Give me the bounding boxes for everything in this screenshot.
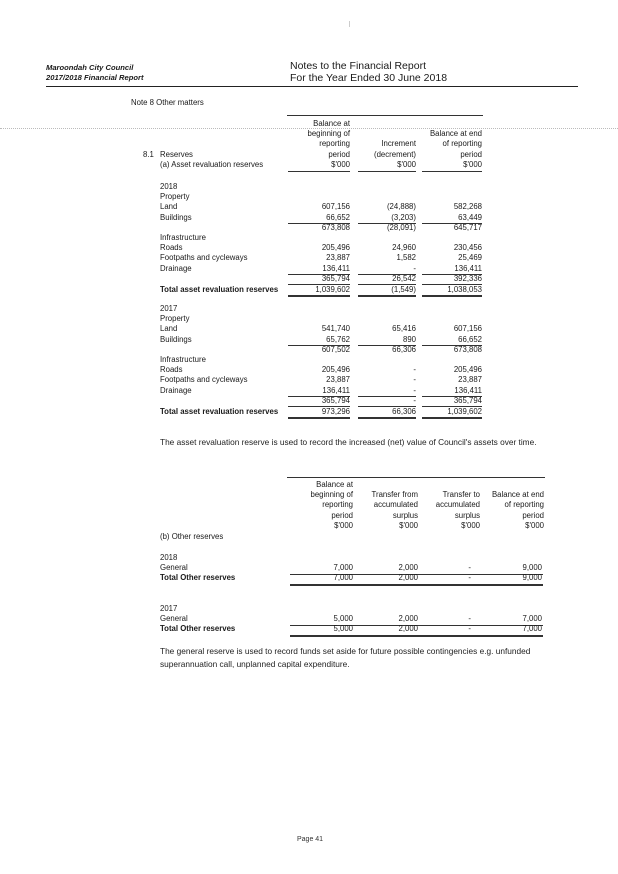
t2-col3-h3: $'000 [461, 520, 480, 530]
t1-2017-year: 2017 [160, 304, 178, 313]
table2-top-rule [287, 477, 545, 478]
t1-2018-total-rule-b [358, 295, 416, 297]
t2-2018-year: 2018 [160, 553, 178, 562]
t1-2017-roads-a: 205,496 [321, 365, 350, 375]
t1-2017-buildings-label: Buildings [160, 334, 192, 344]
t1-2017-buildings-b: 890 [402, 334, 416, 344]
t1-col1-h4: $'000 [331, 159, 350, 169]
t2-2018-general-label: General [160, 563, 188, 573]
t1-col2-header [355, 139, 416, 170]
header-subtitle: For the Year Ended 30 June 2018 [290, 72, 448, 84]
t1-2017-buildings-c: 66,652 [458, 334, 482, 344]
t2-col3-header [418, 490, 480, 531]
t1-2017-land-c: 607,156 [453, 324, 482, 334]
t1-2018-buildings-b: (3,203) [391, 212, 416, 222]
t2-2018-general-c: - [468, 563, 471, 573]
t1-col3-header [412, 129, 482, 170]
t1-2018-land-label: Land [160, 202, 178, 212]
t1-2017-drainage-b: - [413, 385, 416, 395]
t1-2018-drainage-b: - [413, 263, 416, 273]
t2-col4-h3: $'000 [525, 520, 544, 530]
header-report: 2017/2018 Financial Report [46, 73, 144, 82]
t1-2018-total-rule-a [288, 295, 350, 297]
t1-subsection: (a) Asset revaluation reserves [160, 159, 264, 169]
t2-col2-h3: $'000 [399, 520, 418, 530]
t2-2017-general-a: 5,000 [333, 614, 353, 624]
t2-2017-general-b: 2,000 [398, 614, 418, 624]
t1-2017-roads-c: 205,496 [453, 365, 482, 375]
t2-col1-h2: reporting [322, 500, 353, 510]
t2-col2-header [355, 490, 418, 531]
t1-2018-roads-label: Roads [160, 243, 183, 253]
header-left [46, 63, 144, 83]
t1-col1-h0: Balance at [313, 119, 350, 128]
t2-2017-general-c: - [468, 614, 471, 624]
t1-col2-h2: $'000 [397, 159, 416, 169]
t1-col3-h1: of reporting [442, 139, 482, 149]
t1-col1-h1: beginning of [307, 129, 350, 139]
t1-2017-roads-b: - [413, 365, 416, 375]
t1-col2-h1: (decrement) [373, 149, 416, 159]
t2-col1-h0: Balance at [316, 480, 353, 489]
t1-2018-total-label: Total asset revaluation reserves [160, 284, 279, 294]
t2-2017-total-a: 5,000 [333, 624, 353, 634]
t1-2018-drainage-label: Drainage [160, 263, 192, 273]
t2-2018-total-d: 9,000 [522, 573, 542, 583]
page-number: Page 41 [297, 836, 324, 843]
t1-2017-infra: Infrastructure [160, 355, 206, 364]
t2-col4-header [480, 490, 544, 531]
t1-2018-drainage-c: 136,411 [454, 263, 482, 273]
t2-2017-total-label: Total Other reserves [160, 624, 236, 634]
t1-2017-total-c: 1,039,602 [447, 406, 482, 416]
t2-col2-h2: surplus [392, 510, 418, 520]
note-title: Note 8 Other matters [131, 98, 204, 107]
t1-2018-footpaths-label: Footpaths and cycleways [160, 253, 248, 263]
t1-2018-infra-total-a: 365,794 [321, 273, 350, 283]
t2-col2-h1: accumulated [373, 500, 418, 510]
t2-col3-h2: surplus [454, 510, 480, 520]
t1-2018-year: 2018 [160, 182, 178, 191]
t1-2018-footpaths-b: 1,582 [396, 253, 416, 263]
paragraph-asset-revaluation: The asset revaluation reserve is used to record the increased (net) value of Council's assets over time. [160, 437, 537, 447]
t1-2017-footpaths-b: - [413, 375, 416, 385]
header-rule [46, 86, 578, 87]
t1-2017-land-b: 65,416 [392, 324, 416, 334]
t1-2017-infra-total-c: 365,794 [453, 395, 482, 405]
t1-col2-h0: Increment [381, 139, 416, 149]
t1-2018-land-c: 582,268 [453, 202, 482, 212]
table1-top-rule [287, 115, 483, 116]
header-title: Notes to the Financial Report [290, 60, 426, 72]
t1-col3-h2: period [460, 149, 482, 159]
t1-2017-total-a: 973,296 [321, 406, 350, 416]
t2-col4-h2: period [522, 510, 544, 520]
t1-2017-footpaths-a: 23,887 [326, 375, 350, 385]
t2-col3-h1: accumulated [435, 500, 480, 510]
t2-col3-h0: Transfer to [442, 490, 480, 500]
paragraph-general-reserve: The general reserve is used to record funds set aside for future possible contingencies e.g. unfunded superannuation call, unplanned capital expenditure. [160, 646, 531, 669]
t2-2017-general-label: General [160, 614, 188, 624]
t1-2018-roads-c: 230,456 [453, 243, 482, 253]
t1-2018-infra-total-b: 26,542 [392, 273, 416, 283]
t1-2018-total-rule-c [422, 295, 482, 297]
t2-2017-total-c: - [468, 624, 471, 634]
t1-2017-total-rule-a [288, 417, 350, 419]
t2-col1-h3: period [331, 510, 353, 520]
t1-2018-buildings-a: 66,652 [326, 212, 350, 222]
t1-2018-total-c: 1,038,053 [447, 284, 482, 294]
header-org: Maroondah City Council [46, 63, 134, 72]
t1-col1-h2: reporting [319, 139, 350, 149]
t1-section-num: 8.1 [143, 149, 154, 159]
t1-2018-total-a: 1,039,602 [315, 284, 350, 294]
t1-2018-footpaths-c: 25,469 [458, 253, 482, 263]
t2-2017-total-d: 7,000 [522, 624, 542, 634]
t1-2017-total-b: 66,306 [392, 406, 416, 416]
t1-2018-total-b: (1,549) [391, 284, 416, 294]
t2-2017-year: 2017 [160, 604, 178, 613]
t1-2017-footpaths-c: 23,887 [458, 375, 482, 385]
t1-2017-drainage-label: Drainage [160, 385, 192, 395]
t1-2017-prop-total-a: 607,502 [321, 344, 350, 354]
t1-2017-infra-total-b: - [413, 395, 416, 405]
t1-2018-roads-b: 24,960 [392, 243, 416, 253]
t1-section: Reserves [160, 149, 193, 159]
t2-col1-h4: $'000 [334, 520, 353, 530]
t2-2018-total-a: 7,000 [333, 573, 353, 583]
t1-2017-drainage-c: 136,411 [454, 385, 482, 395]
t2-2018-general-b: 2,000 [398, 563, 418, 573]
t1-2017-prop-total-c: 673,808 [453, 344, 482, 354]
t1-2018-buildings-label: Buildings [160, 212, 192, 222]
t2-2018-total-label: Total Other reserves [160, 573, 236, 583]
t1-2017-land-label: Land [160, 324, 178, 334]
t1-2018-land-a: 607,156 [321, 202, 350, 212]
t2-col4-h0: Balance at end [491, 490, 544, 500]
t1-2017-total-label: Total asset revaluation reserves [160, 406, 279, 416]
t1-col1-header-rule [288, 171, 350, 172]
t1-2017-land-a: 541,740 [321, 324, 350, 334]
t1-col1-header [288, 119, 350, 170]
t1-2018-prop-total-c: 645,717 [453, 222, 482, 232]
t1-col2-header-rule [358, 171, 416, 172]
t1-2018-infra-total-c: 392,336 [453, 273, 482, 283]
t1-col1-h3: period [328, 149, 350, 159]
t1-2018-prop-total-b: (28,091) [386, 222, 416, 232]
t1-2018-infra: Infrastructure [160, 233, 206, 242]
t2-2018-total-c: - [468, 573, 471, 583]
t1-2018-footpaths-a: 23,887 [326, 253, 350, 263]
t1-2017-footpaths-label: Footpaths and cycleways [160, 375, 248, 385]
t1-2017-property: Property [160, 314, 190, 324]
t1-2018-buildings-c: 63,449 [458, 212, 482, 222]
t1-2017-buildings-a: 65,762 [326, 334, 350, 344]
t2-col1-h1: beginning of [310, 490, 353, 500]
t1-2018-roads-a: 205,496 [321, 243, 350, 253]
t2-col1-header [290, 480, 353, 531]
page-mark [349, 21, 350, 27]
header-right [290, 60, 447, 84]
t2-2017-total-b: 2,000 [398, 624, 418, 634]
t1-2018-drainage-a: 136,411 [322, 263, 350, 273]
t2-2018-general-d: 9,000 [522, 563, 542, 573]
t1-2017-infra-total-a: 365,794 [321, 395, 350, 405]
t2-subsection: (b) Other reserves [160, 532, 224, 541]
t2-2018-total-b: 2,000 [398, 573, 418, 583]
t1-2018-prop-total-a: 673,808 [321, 222, 350, 232]
t1-col3-h3: $'000 [463, 159, 482, 169]
t1-2017-prop-total-b: 66,306 [392, 344, 416, 354]
t1-col3-header-rule [422, 171, 482, 172]
t1-2017-total-rule-c [422, 417, 482, 419]
t2-2017-total-rule [290, 635, 543, 637]
t2-col2-h0: Transfer from [371, 490, 418, 500]
t2-2018-general-a: 7,000 [333, 563, 353, 573]
t2-col4-h1: of reporting [504, 500, 544, 510]
t2-2017-general-d: 7,000 [522, 614, 542, 624]
t1-col3-h0: Balance at end [429, 129, 482, 139]
t1-2018-land-b: (24,888) [386, 202, 416, 212]
t1-2017-roads-label: Roads [160, 365, 183, 375]
t1-2018-property: Property [160, 192, 190, 202]
t1-2017-total-rule-b [358, 417, 416, 419]
t2-2018-total-rule [290, 584, 543, 586]
t1-2017-drainage-a: 136,411 [322, 385, 350, 395]
